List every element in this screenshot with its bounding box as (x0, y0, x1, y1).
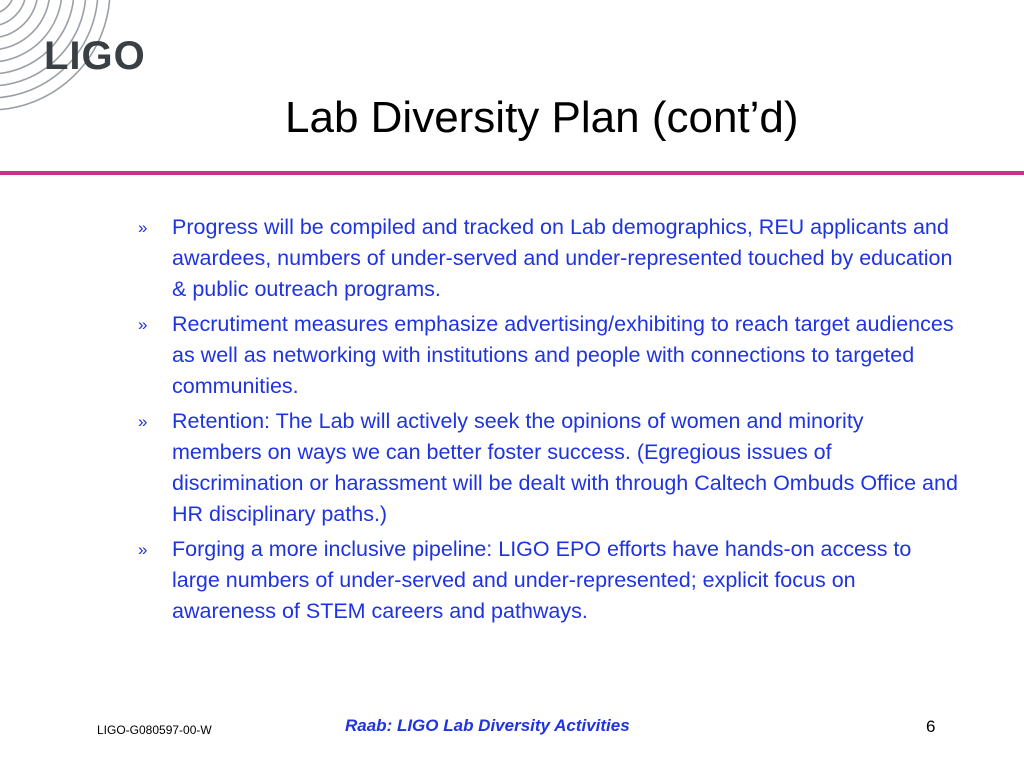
ligo-logo: LIGO (44, 34, 146, 78)
page-number: 6 (926, 717, 936, 736)
bullet-text: Forging a more inclusive pipeline: LIGO EPO efforts have hands-on access to large numbers of under-served and under-represented; explicit focus on awareness of STEM careers and pathways. (172, 537, 912, 623)
bullet-marker: » (138, 412, 148, 431)
title-divider (0, 171, 1024, 175)
bullet-item-recruitment (138, 309, 958, 402)
bullet-item-retention (138, 406, 958, 530)
bullet-marker: » (138, 540, 148, 559)
bullet-list (138, 212, 958, 631)
bullet-item-progress (138, 212, 958, 305)
footer-title: Raab: LIGO Lab Diversity Activities (345, 716, 630, 735)
bullet-marker: » (138, 218, 148, 237)
bullet-text: Progress will be compiled and tracked on Lab demographics, REU applicants and awardees, numbers of under-served and under-represented touched by education & public outreach programs. (172, 215, 953, 301)
bullet-text: Recrutiment measures emphasize advertising/exhibiting to reach target audiences as well as networking with institutions and people with connections to targeted communities. (172, 312, 954, 398)
bullet-item-pipeline (138, 534, 958, 627)
footer-doc-id: LIGO-G080597-00-W (97, 723, 212, 737)
bullet-marker: » (138, 315, 148, 334)
slide-title: Lab Diversity Plan (cont’d) (285, 93, 799, 142)
bullet-text: Retention: The Lab will actively seek the opinions of women and minority members on ways we can better foster success. (Egregious issues of discrimination or harassment will be dealt with through Caltech Ombuds Office and HR disciplinary paths.) (172, 409, 958, 526)
